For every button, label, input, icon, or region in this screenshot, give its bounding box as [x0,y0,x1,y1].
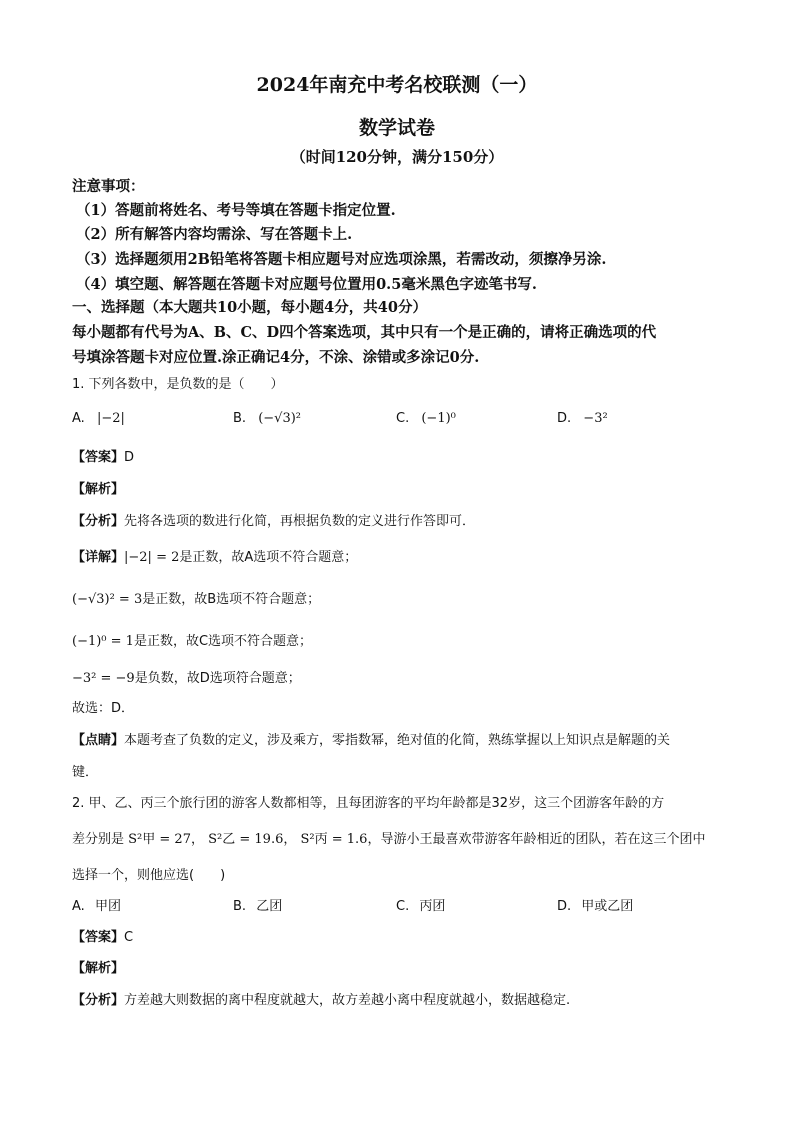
q2-fenxi-tag: 【分析】 [72,993,125,1008]
q2-analysis-tag: 【解析】 [72,961,125,976]
q1-dianjing-text: 本题考查了负数的定义，涉及乘方，零指数幂，绝对值的化简，熟练掌握以上知识点是解题的关 [124,733,671,748]
q1-detail-d-text: 是负数，故D选项符合题意； [134,671,301,686]
q2-option-b-letter: B. [233,899,247,914]
section1-intro-line1: 每小题都有代号为A、B、C、D四个答案选项，其中只有一个是正确的，请将正确选项的代 [72,324,657,341]
notes-heading: 注意事项： [72,178,145,195]
q2-answer-value: C [124,930,134,945]
q1-dianjing-line2: 键． [72,765,99,780]
note-item-1: （1）答题前将姓名、考号等填在答题卡指定位置. [76,202,396,219]
q1-option-c-letter: C. [396,411,410,426]
q1-answer [72,446,134,465]
q1-option-d-expr: −3² [583,411,608,426]
q2-stem-line1: 2. 甲、乙、丙三个旅行团的游客人数都相等，且每团游客的平均年龄都是32岁，这三个团游客年龄的方 [72,796,665,811]
q1-detail-d [72,667,301,686]
q2-fenxi [72,989,570,1008]
q1-option-b-letter: B. [233,411,247,426]
q1-option-b [233,411,301,426]
q2-option-a-letter: A. [72,899,85,914]
q2-option-c [396,895,445,914]
q1-option-c-expr: (−1)⁰ [421,411,456,426]
q1-detail-b-expr: (−√3)² = 3 [72,592,143,607]
q1-detail-a-text: 是正数，故A选项不符合题意； [179,550,358,565]
q1-option-c [396,411,456,426]
q1-detail-c-expr: (−1)⁰ = 1 [72,634,134,649]
exam-subject: 数学试卷 [358,117,435,139]
exam-time-note: （时间120分钟，满分150分） [290,148,504,166]
q2-option-c-letter: C. [396,899,410,914]
q2-fenxi-text: 方差越大则数据的离中程度就越大，故方差越小离中程度就越小，数据越稳定. [124,993,571,1008]
q1-fenxi [72,510,475,529]
q1-choose: 故选：D． [72,701,135,716]
q2-option-b [233,895,282,914]
q2-option-d [557,895,633,914]
note-item-3: （3）选择题须用2B铅笔将答题卡相应题号对应选项涂黑，若需改动，须擦净另涂. [76,251,607,268]
q1-xiangjie-tag: 【详解】 [72,550,125,565]
q2-option-a [72,895,121,914]
q1-detail-b-text: 是正数，故B选项不符合题意； [142,592,321,607]
q1-option-d [557,411,608,426]
section1-heading: 一、选择题（本大题共10小题，每小题4分，共40分） [72,299,427,316]
q1-detail-a [72,546,357,565]
q2-option-c-text: 丙团 [419,899,446,914]
note-item-4: （4）填空题、解答题在答题卡对应题号位置用0.5毫米黑色字迹笔书写. [76,276,537,293]
q1-detail-a-expr: |−2| = 2 [124,550,180,565]
q1-detail-b [72,588,320,607]
q1-option-a [72,411,125,426]
q2-stem-line2-a: 差分别是 [72,832,125,847]
q1-analysis-tag: 【解析】 [72,482,125,497]
q2-option-b-text: 乙团 [256,899,283,914]
q2-option-d-letter: D. [557,899,572,914]
exam-title: 2024年南充中考名校联测（一） [256,74,538,96]
q1-stem: 1. 下列各数中，是负数的是（ ） [72,377,284,392]
q1-option-d-letter: D. [557,411,572,426]
q1-answer-value: D [124,450,135,465]
q1-option-a-letter: A. [72,411,85,426]
q2-option-a-text: 甲团 [94,899,121,914]
q2-var-bing: S²丙 = 1.6 [300,832,368,847]
q2-answer [72,926,133,945]
q2-option-d-text: 甲或乙团 [581,899,634,914]
note-item-2: （2）所有解答内容均需涂、写在答题卡上. [76,226,353,243]
q1-dianjing-tag: 【点睛】 [72,733,125,748]
section1-intro-line2: 号填涂答题卡对应位置.涂正确记4分，不涂、涂错或多涂记0分. [72,349,480,366]
q2-var-yi: S²乙 = 19.6 [208,832,284,847]
q2-var-jia: S²甲 = 27 [128,832,191,847]
q1-detail-d-expr: −3² = −9 [72,671,135,686]
q1-answer-tag: 【答案】 [72,450,125,465]
q1-detail-c-text: 是正数，故C选项不符合题意； [133,634,313,649]
q1-dianjing-line1 [72,729,670,748]
q1-detail-c [72,630,312,649]
q2-stem-line2-b: ，导游小王最喜欢带游客年龄相近的团队，若在这三个团中 [367,832,706,847]
q1-fenxi-text: 先将各选项的数进行化简，再根据负数的定义进行作答即可． [124,514,476,529]
q1-option-b-expr: (−√3)² [258,411,302,426]
q1-option-a-expr: |−2| [96,411,125,426]
q2-answer-tag: 【答案】 [72,930,125,945]
q1-fenxi-tag: 【分析】 [72,514,125,529]
q2-stem-line3: 选择一个，则他应选( ) [72,868,226,883]
q2-stem-line2: 差分别是 S²甲 = 27， S²乙 = 19.6， S²丙 = 1.6，导游小王最喜欢带游客年龄相近的团队，若在这三个团中 [72,832,706,847]
